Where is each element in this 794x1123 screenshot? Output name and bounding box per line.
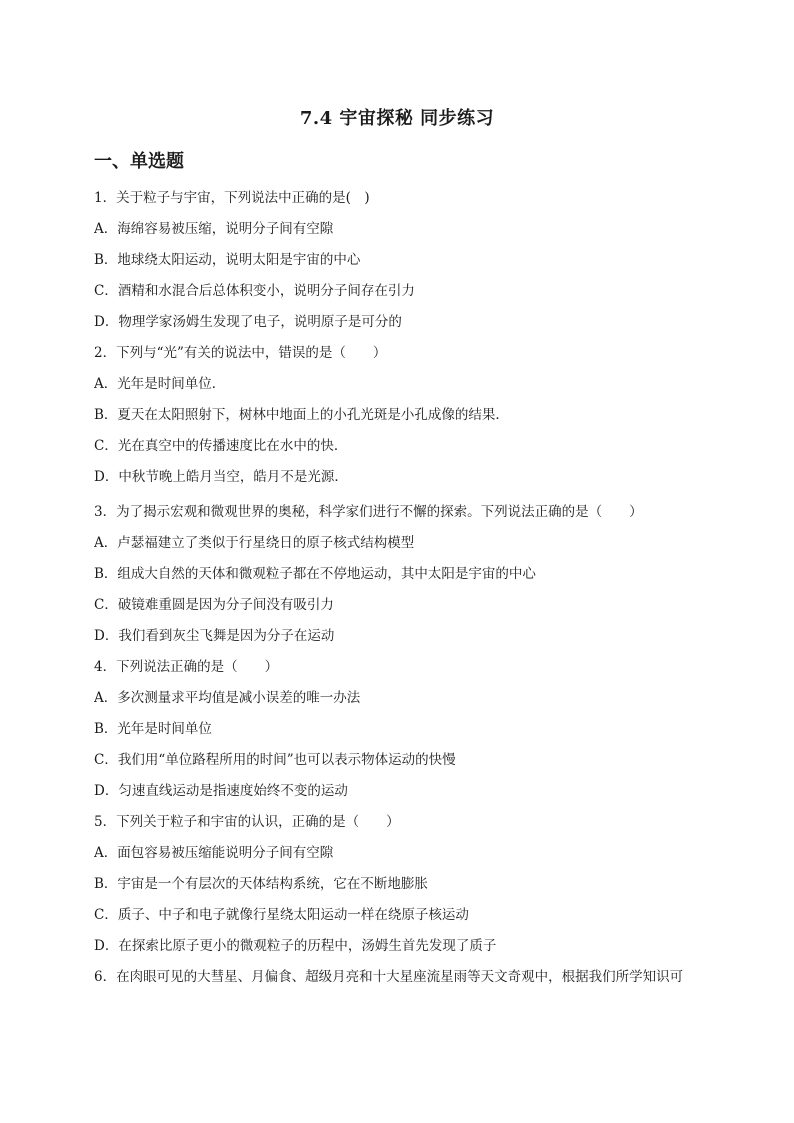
section-heading: 一、单选题 [94, 151, 184, 172]
question-option: C．酒精和水混合后总体积变小，说明分子间存在引力 [94, 283, 415, 299]
question-stem: 3．为了揭示宏观和微观世界的奥秘，科学家们进行不懈的探索。下列说法正确的是（ ） [94, 504, 643, 520]
question-option: C．我们用“单位路程所用的时间”也可以表示物体运动的快慢 [94, 752, 456, 768]
question-option: A．多次测量求平均值是减小误差的唯一办法 [94, 690, 361, 706]
question-list [94, 188, 714, 987]
question-option: B．光年是时间单位 [94, 721, 212, 737]
question-stem: 6．在肉眼可见的大彗星、月偏食、超级月亮和十大星座流星雨等天文奇观中，根据我们所学知识可 [94, 969, 684, 985]
question-option: A．海绵容易被压缩，说明分子间有空隙 [94, 221, 334, 237]
question-option: D．我们看到灰尘飞舞是因为分子在运动 [94, 628, 335, 644]
question-option: D．中秋节晚上皓月当空，皓月不是光源． [94, 469, 348, 485]
question-option: D．物理学家汤姆生发现了电子，说明原子是可分的 [94, 314, 402, 330]
question-option: A．面包容易被压缩能说明分子间有空隙 [94, 845, 334, 861]
question-stem: 5．下列关于粒子和宇宙的认识，正确的是（ ） [94, 814, 400, 830]
page-title: 7.4 宇宙探秘 同步练习 [299, 108, 495, 129]
question-option: B．夏天在太阳照射下，树林中地面上的小孔光斑是小孔成像的结果． [94, 407, 509, 423]
question-stem: 2．下列与“光”有关的说法中，错误的是（ ） [94, 345, 387, 361]
question-option: A．卢瑟福建立了类似于行星绕日的原子核式结构模型 [94, 535, 415, 551]
question-option: D．匀速直线运动是指速度始终不变的运动 [94, 783, 348, 799]
question-option: C．质子、中子和电子就像行星绕太阳运动一样在绕原子核运动 [94, 907, 469, 923]
question-stem: 1．关于粒子与宇宙，下列说法中正确的是( ) [94, 190, 370, 206]
question-option: A．光年是时间单位． [94, 376, 226, 392]
question-option: C．光在真空中的传播速度比在水中的快． [94, 438, 348, 454]
question-stem: 4．下列说法正确的是（ ） [94, 659, 279, 675]
question-option: B．宇宙是一个有层次的天体结构系统，它在不断地膨胀 [94, 876, 428, 892]
question-option: C．破镜难重圆是因为分子间没有吸引力 [94, 597, 334, 613]
question-option: B．组成大自然的天体和微观粒子都在不停地运动，其中太阳是宇宙的中心 [94, 566, 536, 582]
question-option: B．地球绕太阳运动，说明太阳是宇宙的中心 [94, 252, 361, 268]
question-option: D．在探索比原子更小的微观粒子的历程中，汤姆生首先发现了质子 [94, 938, 497, 954]
